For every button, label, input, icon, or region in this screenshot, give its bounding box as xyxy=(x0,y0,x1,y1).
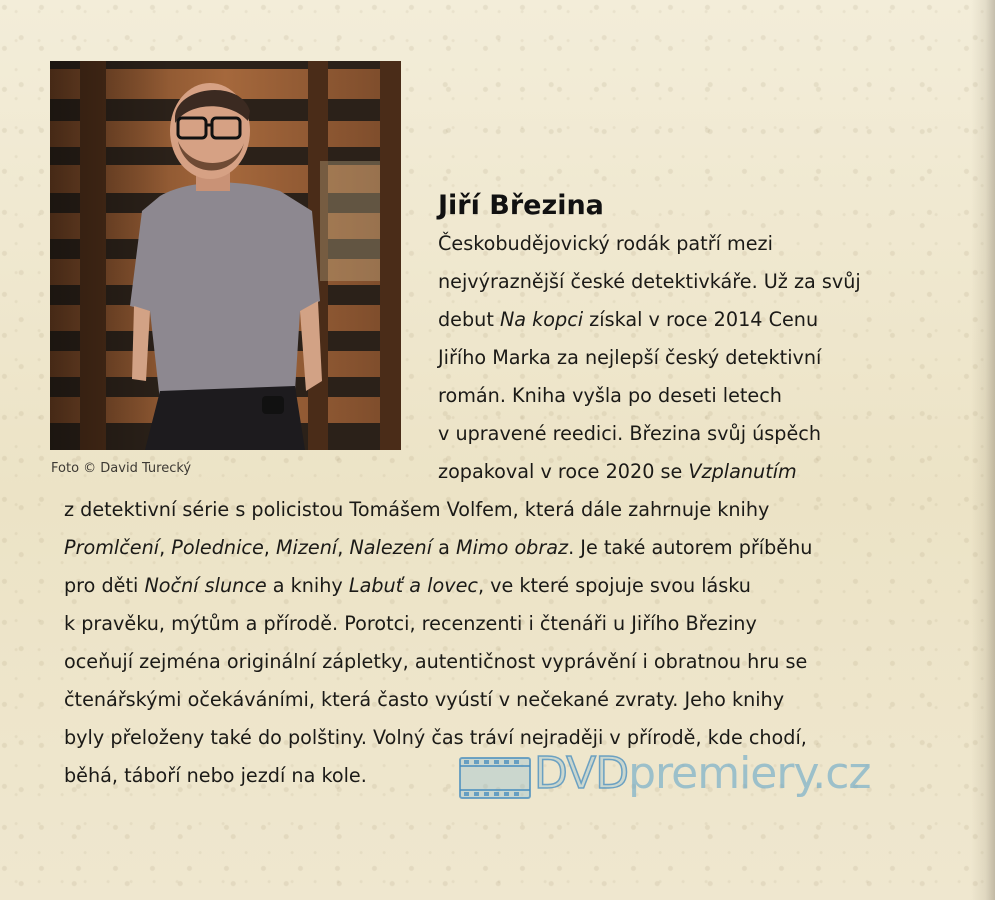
bio-line xyxy=(438,415,821,453)
author-photo xyxy=(50,61,401,450)
bio-text: v upravené reedici. Březina svůj úspěch xyxy=(438,422,821,445)
bio-text: , xyxy=(337,536,350,559)
page-edge-shadow xyxy=(971,0,995,900)
bio-line xyxy=(64,491,769,529)
bio-line xyxy=(438,339,821,377)
bio-line xyxy=(438,301,818,339)
bio-text: k pravěku, mýtům a přírodě. Porotci, recenzenti i čtenáři u Jiřího Březiny xyxy=(64,612,757,635)
bio-title-italic: Vzplanutím xyxy=(688,460,797,483)
bio-text: získal v roce 2014 Cenu xyxy=(583,308,819,331)
bio-text: nejvýraznější české detektivkáře. Už za svůj xyxy=(438,270,861,293)
bio-title-italic: Labuť a lovec xyxy=(348,574,478,597)
photo-caption: Foto © David Turecký xyxy=(51,461,192,476)
bio-line xyxy=(64,567,751,605)
bio-text: pro děti xyxy=(64,574,145,597)
bio-text: byly přeloženy také do polštiny. Volný čas tráví nejraději v přírodě, kde chodí, xyxy=(64,726,807,749)
bio-text: zopakoval v roce 2020 se xyxy=(438,460,689,483)
bio-title-italic: Mizení xyxy=(275,536,338,559)
bio-line xyxy=(64,529,812,567)
bio-line xyxy=(438,377,782,415)
bio-title-italic: Noční slunce xyxy=(144,574,267,597)
bio-line xyxy=(64,681,784,719)
bio-line xyxy=(438,225,773,263)
bio-text: čtenářskými očekáváními, která často vyústí v nečekané zvraty. Jeho knihy xyxy=(64,688,785,711)
bio-title-italic: Promlčení xyxy=(64,536,160,559)
bio-text: . Je také autorem příběhu xyxy=(568,536,813,559)
bio-title-italic: Mimo obraz xyxy=(456,536,569,559)
bio-text: , ve které spojuje svou lásku xyxy=(477,574,751,597)
watermark-prefix: DVD xyxy=(534,748,629,799)
bio-title-italic: Nalezení xyxy=(349,536,433,559)
bio-text: Jiřího Marka za nejlepší český detektivní xyxy=(438,346,822,369)
author-name: Jiří Březina xyxy=(438,190,604,221)
watermark-suffix: premiery.cz xyxy=(628,748,871,799)
bio-text: debut xyxy=(438,308,500,331)
bio-text: Českobudějovický rodák patří mezi xyxy=(438,232,773,255)
film-strip-icon xyxy=(456,748,536,812)
bio-line xyxy=(438,453,797,491)
bio-line xyxy=(64,643,807,681)
bio-text: a knihy xyxy=(266,574,349,597)
bio-text: román. Kniha vyšla po deseti letech xyxy=(438,384,782,407)
bio-title-italic: Na kopci xyxy=(499,308,584,331)
bio-title-italic: Polednice xyxy=(171,536,264,559)
bio-text: oceňují zejména originální zápletky, autentičnost vyprávění i obratnou hru se xyxy=(64,650,808,673)
bio-text: z detektivní série s policistou Tomášem Volfem, která dále zahrnuje knihy xyxy=(64,498,770,521)
bio-line xyxy=(64,757,367,795)
bio-line xyxy=(64,605,757,643)
bio-line xyxy=(438,263,861,301)
dvdpremiery-watermark xyxy=(456,748,946,812)
bio-text: běhá, táboří nebo jezdí na kole. xyxy=(64,764,367,787)
bio-text: , xyxy=(263,536,276,559)
bio-text: a xyxy=(432,536,457,559)
bio-text: , xyxy=(159,536,172,559)
